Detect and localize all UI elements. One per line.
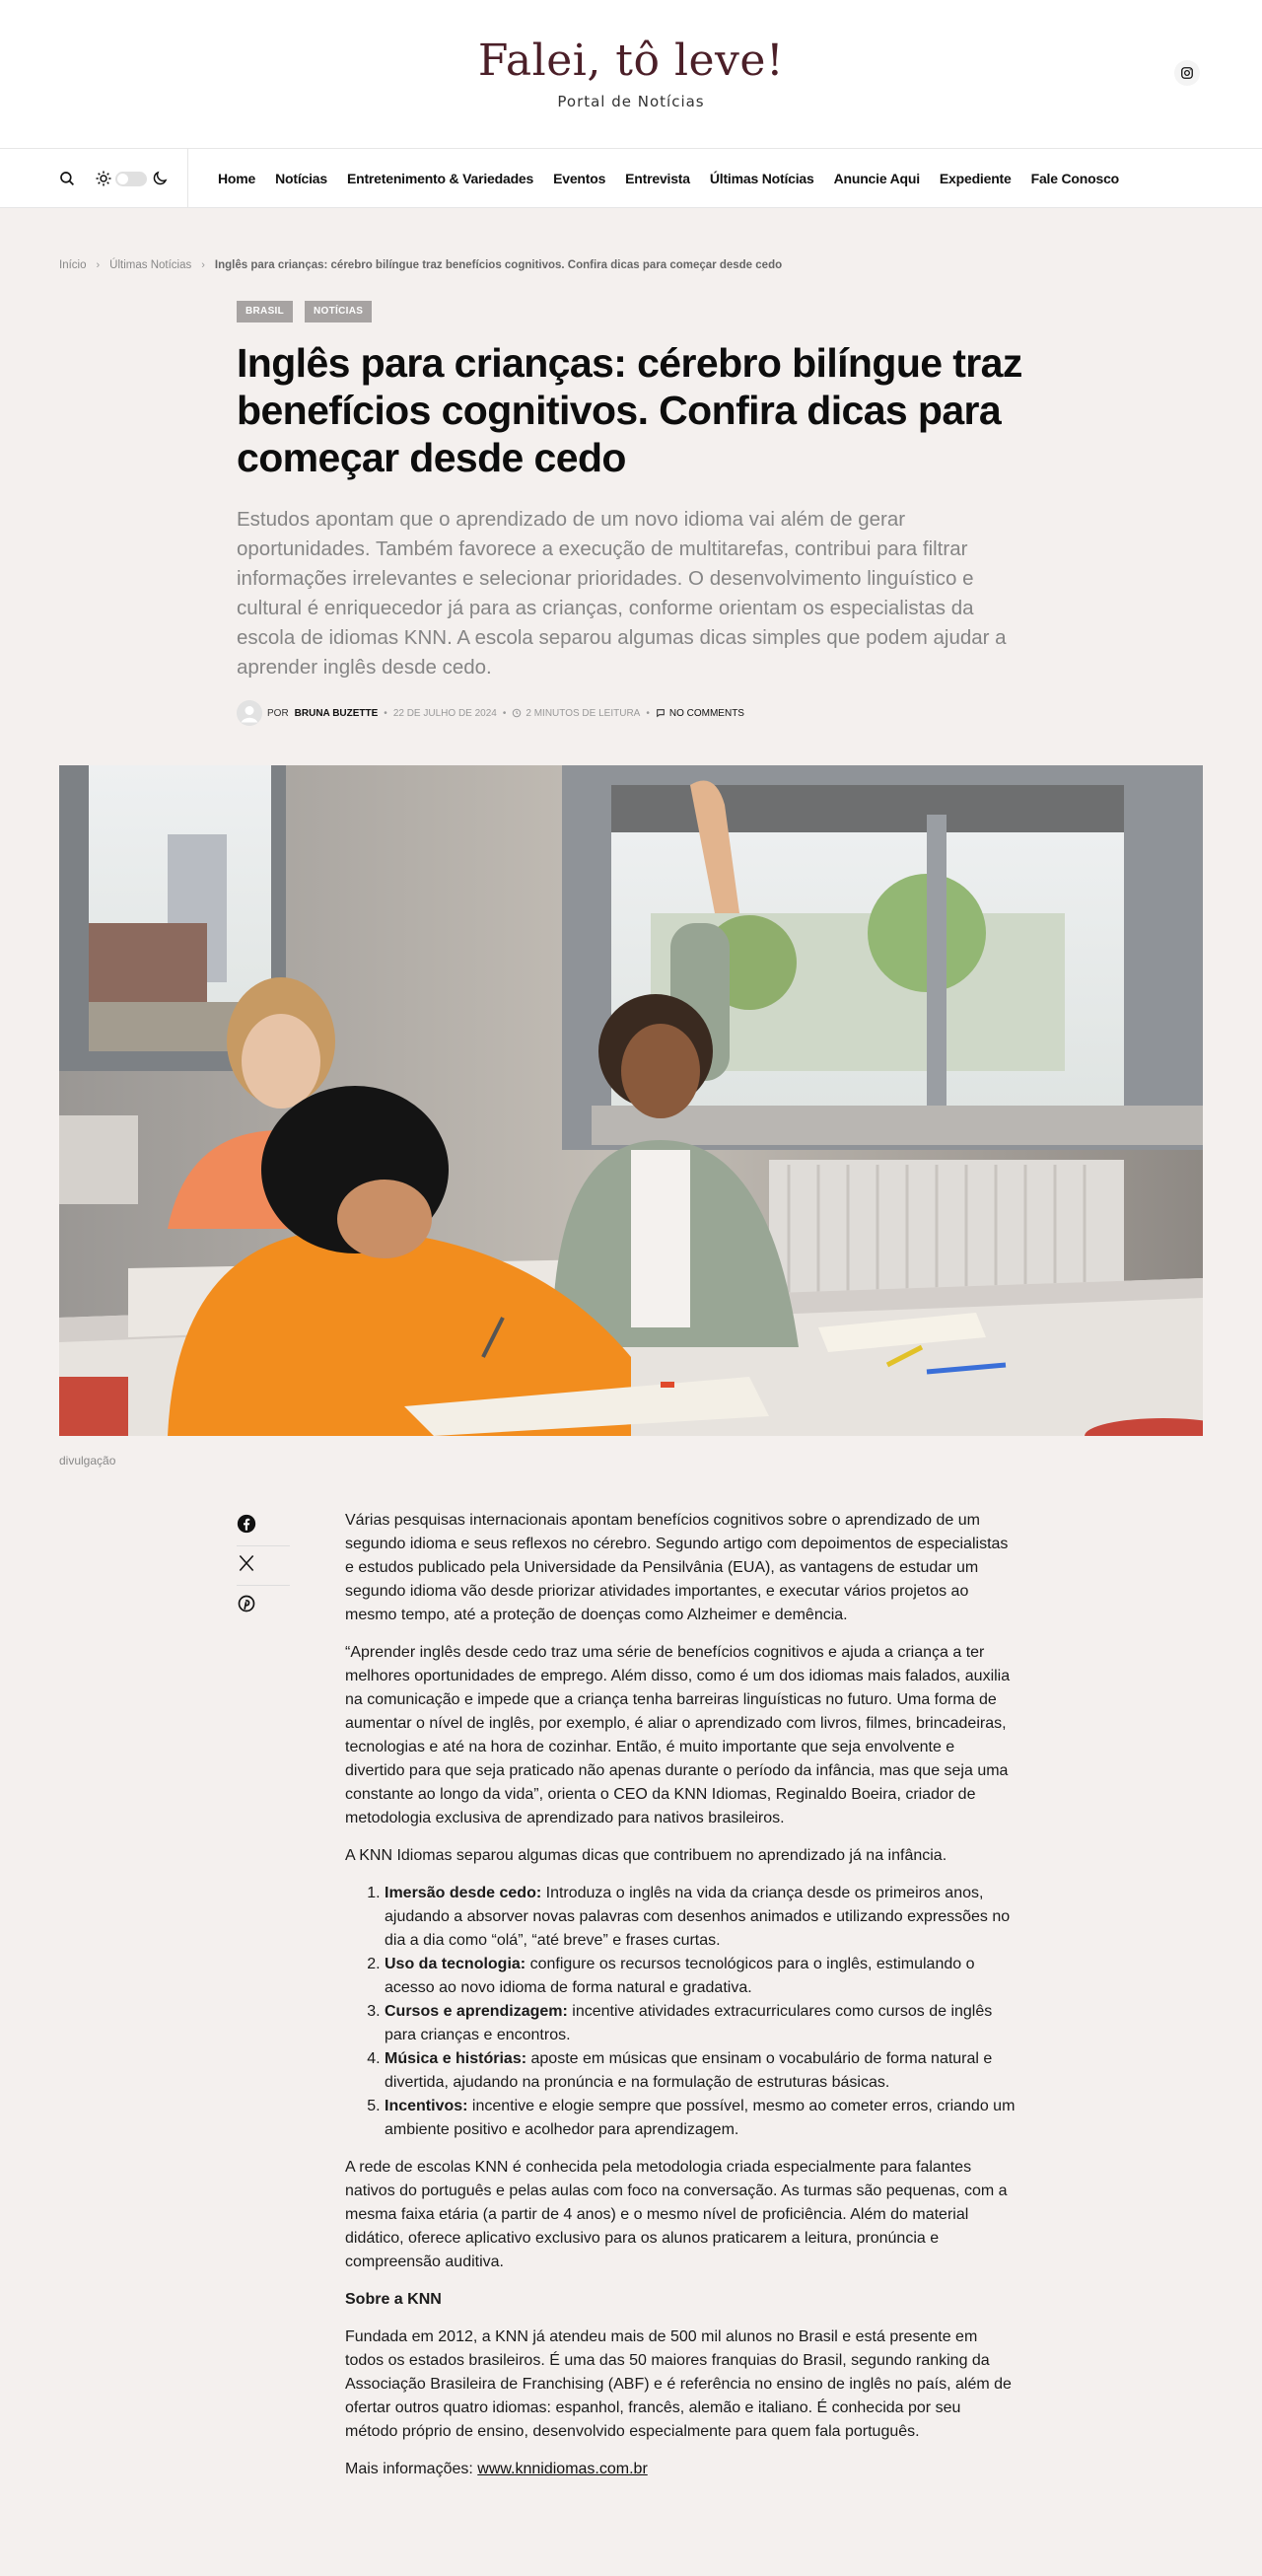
about-heading: Sobre a KNN [345,2291,442,2308]
share-bar [237,1507,290,1625]
more-info-label: Mais informações: [345,2461,478,2477]
tag-noticias[interactable]: NOTÍCIAS [305,301,372,322]
dark-mode-toggle[interactable] [115,172,147,186]
tip-text: incentive atividades extracurriculares como cursos de inglês para crianças e encontros. [385,2003,993,2043]
list-item [385,2000,1016,2047]
list-item [385,1882,1016,1953]
article-paragraph: A rede de escolas KNN é conhecida pela metodologia criada especialmente para falantes nativos do português e pelas aulas com foco na conversação. As turmas são pequenas, com a mesma faixa etária (a partir de 4 anos) e o mesmo nível de proficiência. Além do material didático, oferece aplicativo exclusivo para os alunos praticarem a leitura, pronúncia e compreensão auditiva. [345,2159,1008,2270]
meta-separator: • [646,707,650,719]
tip-text: configure os recursos tecnológicos para o inglês, estimulando o acesso ao novo idioma de forma natural e gradativa. [385,1956,975,1996]
toggle-knob [117,174,128,184]
share-facebook[interactable] [237,1507,290,1546]
nav-item-expediente[interactable]: Expediente [939,171,1012,186]
hero-image [59,765,1203,1436]
article-meta [237,700,744,726]
list-item [385,2047,1016,2095]
breadcrumb-current: Inglês para crianças: cérebro bilíngue traz benefícios cognitivos. Confira dicas para começar desde cedo [214,259,783,271]
article-paragraph: “Aprender inglês desde cedo traz uma série de benefícios cognitivos e ajuda a criança a ter melhores oportunidades de emprego. Além disso, como é um dos idiomas mais falados, auxilia na comunicação e impede que a criança tenha barreiras linguísticas no futuro. Uma forma de aumentar o nível de inglês, por exemplo, é aliar o aprendizado com livros, filmes, brincadeiras, tecnologias e até na hora de cozinhar. Então, é muito importante que seja envolvente e divertido para que seja praticado não apenas durante o período da infância, mas que seja uma constante ao longo da vida”, orienta o CEO da KNN Idiomas, Reginaldo Boeira, criador de metodologia exclusiva de aprendizado para nativos brasileiros. [345,1644,1011,1826]
breadcrumb-home[interactable]: Início [59,259,87,271]
moon-icon[interactable] [151,170,169,187]
article-paragraph: A KNN Idiomas separou algumas dicas que contribuem no aprendizado já na infância. [345,1847,947,1864]
tip-label: Imersão desde cedo: [385,1885,542,1901]
tip-label: Música e histórias: [385,2050,527,2067]
site-title[interactable]: Falei, tô leve! [477,36,785,86]
tip-text: Introduza o inglês na vida da criança desde os primeiros anos, ajudando a absorver novas palavras com desenhos animados e utilizando expressões no dia a dia como “olá”, “até breve” e frases curtas. [385,1885,1011,1949]
article-body [345,1509,1016,2495]
instagram-icon[interactable] [1174,60,1200,86]
site-subtitle: Portal de Notícias [557,93,705,110]
image-caption: divulgação [59,1454,116,1467]
meta-author[interactable]: BRUNA BUZETTE [294,707,379,719]
comment-icon [656,708,666,718]
pinterest-icon[interactable] [237,1594,256,1618]
chevron-right-icon: › [96,259,101,271]
meta-date: 22 DE JULHO DE 2024 [392,707,497,719]
meta-separator: • [502,707,507,719]
about-paragraph: Fundada em 2012, a KNN já atendeu mais de 500 mil alunos no Brasil e está presente em todos os estados brasileiros. É uma das 50 maiores franquias do Brasil, segundo ranking da Associação Brasileira de Franchising (ABF) e é referência no ensino de inglês no país, além de ofertar outros quatro idiomas: espanhol, francês, alemão e italiano. É conhecida por seu método próprio de ensino, desenvolvido especialmente para quem fala português. [345,2328,1012,2440]
share-x[interactable] [237,1546,290,1586]
chevron-right-icon: › [201,259,205,271]
tag-brasil[interactable]: BRASIL [237,301,293,322]
nav-item-entrevista[interactable]: Entrevista [625,171,690,186]
tips-list [385,1882,1016,2142]
meta-comments[interactable]: NO COMMENTS [668,707,744,719]
nav-menu [218,149,1119,208]
avatar[interactable] [237,700,262,726]
nav-item-anuncie-aqui[interactable]: Anuncie Aqui [833,171,920,186]
meta-by-label: POR [267,707,289,719]
nav-item-noticias[interactable]: Notícias [275,171,327,186]
facebook-icon[interactable] [237,1514,256,1538]
search-icon[interactable] [58,170,76,187]
more-info [345,2458,1016,2481]
breadcrumb-section[interactable]: Últimas Notícias [109,259,192,271]
nav-item-entretenimento[interactable]: Entretenimento & Variedades [346,171,534,186]
tip-label: Incentivos: [385,2098,468,2114]
site-brand[interactable] [0,36,1262,110]
nav-tools [0,149,188,208]
tip-text: aposte em músicas que ensinam o vocabulário de forma natural e divertida, ajudando na pronúncia e na formulação de estruturas básicas. [385,2050,993,2091]
nav-item-eventos[interactable]: Eventos [553,171,606,186]
share-pinterest[interactable] [237,1586,290,1625]
meta-reading-time: 2 MINUTOS DE LEITURA [526,707,641,719]
article-lede: Estudos apontam que o aprendizado de um novo idioma vai além de gerar oportunidades. Também favorece a execução de multitarefas, contribui para filtrar informações irrelevantes e selecionar prioridades. O desenvolvimento linguístico e cultural é enriquecedor já para as crianças, conforme orientam os especialistas da escola de idiomas KNN. A escola separou algumas dicas simples que podem ajudar a aprender inglês desde cedo. [237,508,1007,679]
nav-item-home[interactable]: Home [218,171,256,186]
breadcrumb [59,257,782,273]
knn-website-link[interactable]: www.knnidiomas.com.br [477,2461,648,2477]
main-nav [0,148,1262,208]
tip-label: Uso da tecnologia: [385,1956,526,1972]
nav-item-ultimas-noticias[interactable]: Últimas Notícias [709,171,814,186]
category-tags [237,301,372,322]
article-paragraph: Várias pesquisas internacionais apontam benefícios cognitivos sobre o aprendizado de um segundo idioma e seus reflexos no cérebro. Segundo artigo com depoimentos de especialistas e estudos publicado pela Universidade da Pensilvânia (EUA), as vantagens de estudar um segundo idioma vão desde priorizar atividades importantes, e executar vários projetos ao mesmo tempo, até a proteção de doenças como Alzheimer e demência. [345,1512,1009,1623]
list-item [385,2095,1016,2142]
site-header [0,0,1262,148]
x-twitter-icon[interactable] [237,1553,256,1578]
meta-separator: • [384,707,387,719]
clock-icon [512,708,522,718]
sun-icon[interactable] [95,170,112,187]
article-title: Inglês para crianças: cérebro bilíngue traz benefícios cognitivos. Confira dicas para começar desde cedo [237,340,1022,480]
list-item [385,1953,1016,2000]
tip-text: incentive e elogie sempre que possível, mesmo ao cometer erros, criando um ambiente positivo e acolhedor para aprendizagem. [385,2098,1016,2138]
tip-label: Cursos e aprendizagem: [385,2003,568,2020]
nav-item-fale-conosco[interactable]: Fale Conosco [1030,171,1120,186]
